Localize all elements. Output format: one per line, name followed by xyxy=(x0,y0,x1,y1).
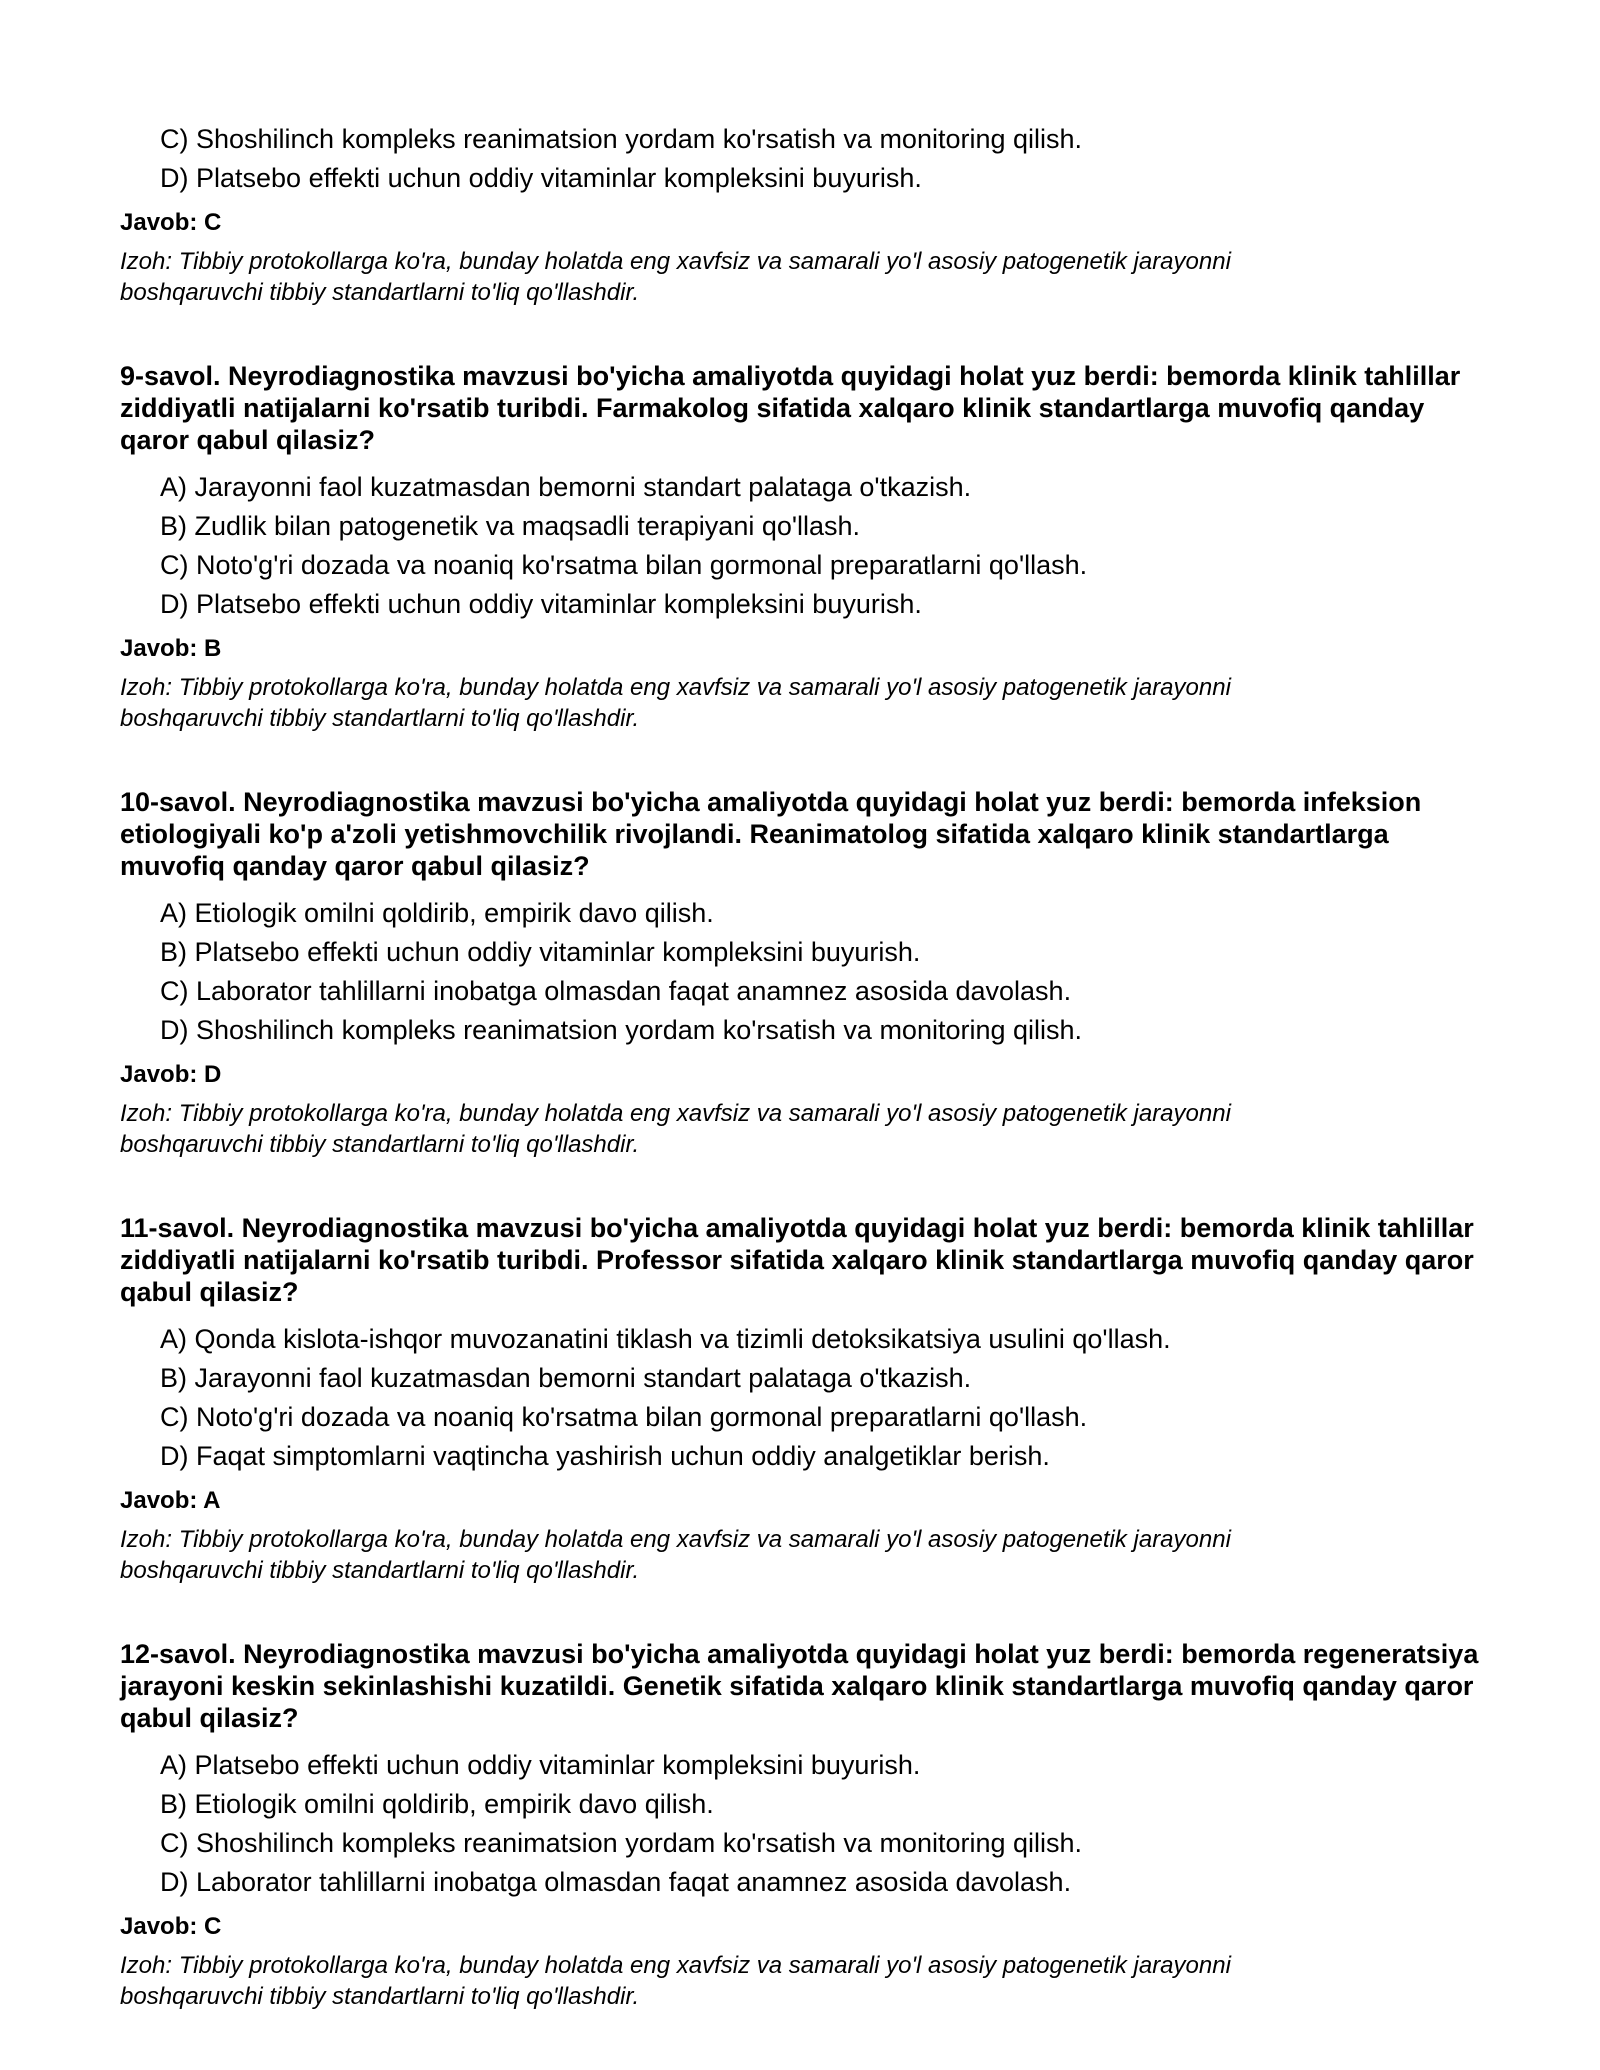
answer-line: Javob: D xyxy=(120,1061,222,1088)
option-b: B) Etiologik omilni qoldirib, empirik davo qilish. xyxy=(160,1789,714,1819)
answer-line: Javob: C xyxy=(120,1913,222,1940)
option-d: D) Platsebo effekti uchun oddiy vitaminlar kompleksini buyurish. xyxy=(160,589,922,619)
option-a: A) Qonda kislota-ishqor muvozanatini tiklash va tizimli detoksikatsiya usulini qo'llash. xyxy=(160,1324,1171,1354)
option-list xyxy=(120,120,1500,198)
option-a: A) Etiologik omilni qoldirib, empirik davo qilish. xyxy=(160,898,714,928)
option-list xyxy=(120,894,1500,1050)
answer-line: Javob: B xyxy=(120,635,222,662)
option-d: D) Platsebo effekti uchun oddiy vitaminlar kompleksini buyurish. xyxy=(160,163,922,193)
option-d: D) Laborator tahlillarni inobatga olmasdan faqat anamnez asosida davolash. xyxy=(160,1867,1072,1897)
option-list xyxy=(120,1746,1500,1902)
answer-line: Javob: A xyxy=(120,1487,221,1514)
question-title: 11-savol. Neyrodiagnostika mavzusi bo'yicha amaliyotda quyidagi holat yuz berdi: bemorda klinik tahlillar ziddiyatli natijalarni ko'rsatib turibdi. Professor sifatida xalqaro klinik standartlarga muvofiq qanday qaror qabul qilasiz? xyxy=(120,1213,1474,1307)
option-b: B) Zudlik bilan patogenetik va maqsadli terapiyani qo'llash. xyxy=(160,511,861,541)
option-b: B) Platsebo effekti uchun oddiy vitaminlar kompleksini buyurish. xyxy=(160,937,921,967)
question-block-11 xyxy=(120,1212,1500,1586)
option-c: C) Shoshilinch kompleks reanimatsion yordam ko'rsatish va monitoring qilish. xyxy=(160,1828,1083,1858)
option-c: C) Shoshilinch kompleks reanimatsion yordam ko'rsatish va monitoring qilish. xyxy=(160,124,1083,154)
option-c: C) Noto'g'ri dozada va noaniq ko'rsatma bilan gormonal preparatlarni qo'llash. xyxy=(160,550,1088,580)
explanation-note: Izoh: Tibbiy protokollarga ko'ra, bunday holatda eng xavfsiz va samarali yo'l asosiy patogenetik jarayonni boshqaruvchi tibbiy standartlarni to'liq qo'llashdir. xyxy=(120,1100,1231,1158)
question-title: 12-savol. Neyrodiagnostika mavzusi bo'yicha amaliyotda quyidagi holat yuz berdi: bemorda regeneratsiya jarayoni keskin sekinlashishi kuzatildi. Genetik sifatida xalqaro klinik standartlarga muvofiq qanday qaror qabul qilasiz? xyxy=(120,1639,1479,1733)
explanation-note: Izoh: Tibbiy protokollarga ko'ra, bunday holatda eng xavfsiz va samarali yo'l asosiy patogenetik jarayonni boshqaruvchi tibbiy standartlarni to'liq qo'llashdir. xyxy=(120,674,1231,732)
answer-line: Javob: C xyxy=(120,209,222,236)
option-d: D) Faqat simptomlarni vaqtincha yashirish uchun oddiy analgetiklar berish. xyxy=(160,1441,1050,1471)
option-a: A) Jarayonni faol kuzatmasdan bemorni standart palataga o'tkazish. xyxy=(160,472,972,502)
explanation-note: Izoh: Tibbiy protokollarga ko'ra, bunday holatda eng xavfsiz va samarali yo'l asosiy patogenetik jarayonni boshqaruvchi tibbiy standartlarni to'liq qo'llashdir. xyxy=(120,1952,1231,2010)
question-block-12 xyxy=(120,1638,1500,2012)
option-d: D) Shoshilinch kompleks reanimatsion yordam ko'rsatish va monitoring qilish. xyxy=(160,1015,1083,1045)
option-list xyxy=(120,1320,1500,1476)
explanation-note: Izoh: Tibbiy protokollarga ko'ra, bunday holatda eng xavfsiz va samarali yo'l asosiy patogenetik jarayonni boshqaruvchi tibbiy standartlarni to'liq qo'llashdir. xyxy=(120,1526,1231,1584)
option-b: B) Jarayonni faol kuzatmasdan bemorni standart palataga o'tkazish. xyxy=(160,1363,972,1393)
question-title: 10-savol. Neyrodiagnostika mavzusi bo'yicha amaliyotda quyidagi holat yuz berdi: bemorda infeksion etiologiyali ko'p a'zoli yetishmovchilik rivojlandi. Reanimatolog sifatida xalqaro klinik standartlarga muvofiq qanday qaror qabul qilasiz? xyxy=(120,787,1422,881)
document-page xyxy=(120,120,1500,2012)
question-block-9 xyxy=(120,360,1500,734)
option-c: C) Laborator tahlillarni inobatga olmasdan faqat anamnez asosida davolash. xyxy=(160,976,1072,1006)
question-block-10 xyxy=(120,786,1500,1160)
option-a: A) Platsebo effekti uchun oddiy vitaminlar kompleksini buyurish. xyxy=(160,1750,921,1780)
carryover-block xyxy=(120,120,1500,308)
question-title: 9-savol. Neyrodiagnostika mavzusi bo'yicha amaliyotda quyidagi holat yuz berdi: bemorda klinik tahlillar ziddiyatli natijalarni ko'rsatib turibdi. Farmakolog sifatida xalqaro klinik standartlarga muvofiq qanday qaror qabul qilasiz? xyxy=(120,361,1461,455)
explanation-note: Izoh: Tibbiy protokollarga ko'ra, bunday holatda eng xavfsiz va samarali yo'l asosiy patogenetik jarayonni boshqaruvchi tibbiy standartlarni to'liq qo'llashdir. xyxy=(120,248,1231,306)
option-list xyxy=(120,468,1500,624)
option-c: C) Noto'g'ri dozada va noaniq ko'rsatma bilan gormonal preparatlarni qo'llash. xyxy=(160,1402,1088,1432)
